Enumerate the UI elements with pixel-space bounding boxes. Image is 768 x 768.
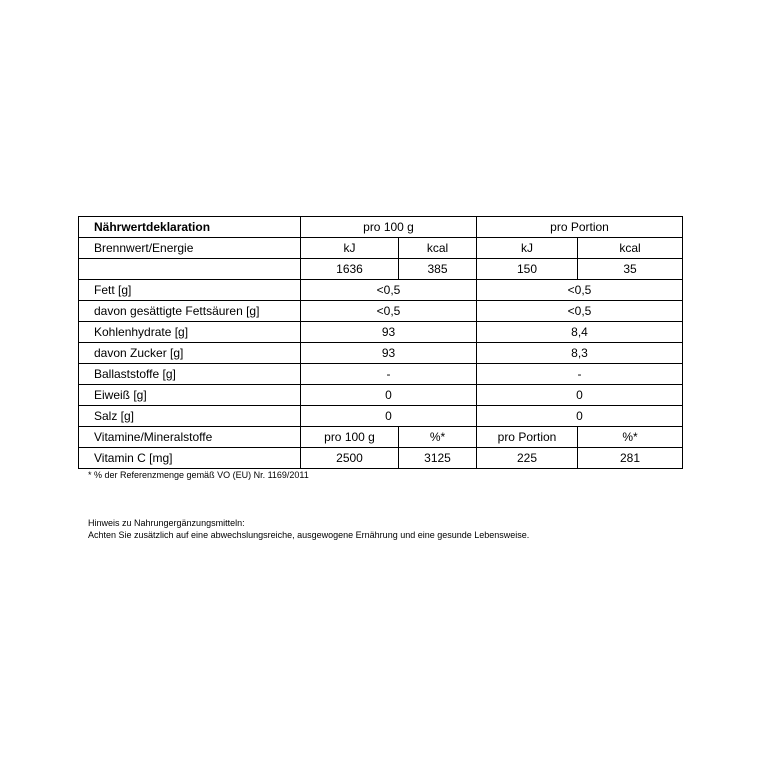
table-row: [79, 406, 683, 427]
unit-kj-100g: kJ: [301, 238, 399, 259]
vitamins-label: Vitamine/Mineralstoffe: [79, 427, 301, 448]
hint-title: Hinweis zu Nahrungergänzungsmitteln:: [88, 518, 245, 528]
per-100g-header: pro 100 g: [301, 217, 477, 238]
vitamin-c-per100: 2500: [301, 448, 399, 469]
energy-kcal-100g: 385: [399, 259, 477, 280]
row-label: Salz [g]: [79, 406, 301, 427]
row-label: davon Zucker [g]: [79, 343, 301, 364]
table-row: [79, 301, 683, 322]
vitamin-c-row: [79, 448, 683, 469]
row-label: Ballaststoffe [g]: [79, 364, 301, 385]
empty-cell: [79, 259, 301, 280]
row-per100: <0,5: [301, 280, 477, 301]
row-perPortion: 8,4: [477, 322, 683, 343]
footnote: * % der Referenzmenge gemäß VO (EU) Nr. 1169/2011: [88, 470, 309, 480]
row-per100: 93: [301, 322, 477, 343]
vitamins-percent-portion-header: %*: [578, 427, 683, 448]
unit-kcal-100g: kcal: [399, 238, 477, 259]
supplement-hint: [88, 517, 529, 541]
table-title: Nährwertdeklaration: [79, 217, 301, 238]
row-per100: 0: [301, 385, 477, 406]
unit-kcal-portion: kcal: [578, 238, 683, 259]
vitamin-c-percent-100: 3125: [399, 448, 477, 469]
vitamin-c-perPortion: 225: [477, 448, 578, 469]
row-perPortion: 0: [477, 406, 683, 427]
row-label: Eiweiß [g]: [79, 385, 301, 406]
row-per100: 93: [301, 343, 477, 364]
row-perPortion: 8,3: [477, 343, 683, 364]
row-perPortion: <0,5: [477, 301, 683, 322]
vitamin-c-percent-portion: 281: [578, 448, 683, 469]
row-perPortion: <0,5: [477, 280, 683, 301]
table-row: [79, 322, 683, 343]
row-per100: 0: [301, 406, 477, 427]
row-perPortion: -: [477, 364, 683, 385]
vitamins-per100-header: pro 100 g: [301, 427, 399, 448]
table-row: [79, 364, 683, 385]
row-per100: -: [301, 364, 477, 385]
row-label: davon gesättigte Fettsäuren [g]: [79, 301, 301, 322]
unit-kj-portion: kJ: [477, 238, 578, 259]
energy-kj-portion: 150: [477, 259, 578, 280]
row-label: Fett [g]: [79, 280, 301, 301]
table-row: [79, 343, 683, 364]
vitamin-c-label: Vitamin C [mg]: [79, 448, 301, 469]
energy-kj-100g: 1636: [301, 259, 399, 280]
nutrition-table: [78, 216, 683, 469]
energy-label: Brennwert/Energie: [79, 238, 301, 259]
table-row: [79, 280, 683, 301]
row-label: Kohlenhydrate [g]: [79, 322, 301, 343]
table-header-row: [79, 217, 683, 238]
table-row: [79, 385, 683, 406]
row-perPortion: 0: [477, 385, 683, 406]
row-per100: <0,5: [301, 301, 477, 322]
vitamins-perPortion-header: pro Portion: [477, 427, 578, 448]
vitamins-percent-header: %*: [399, 427, 477, 448]
vitamins-header-row: [79, 427, 683, 448]
energy-value-row: [79, 259, 683, 280]
per-portion-header: pro Portion: [477, 217, 683, 238]
energy-unit-row: [79, 238, 683, 259]
energy-kcal-portion: 35: [578, 259, 683, 280]
hint-text: Achten Sie zusätzlich auf eine abwechslungsreiche, ausgewogene Ernährung und eine gesunde Lebensweise.: [88, 530, 530, 540]
